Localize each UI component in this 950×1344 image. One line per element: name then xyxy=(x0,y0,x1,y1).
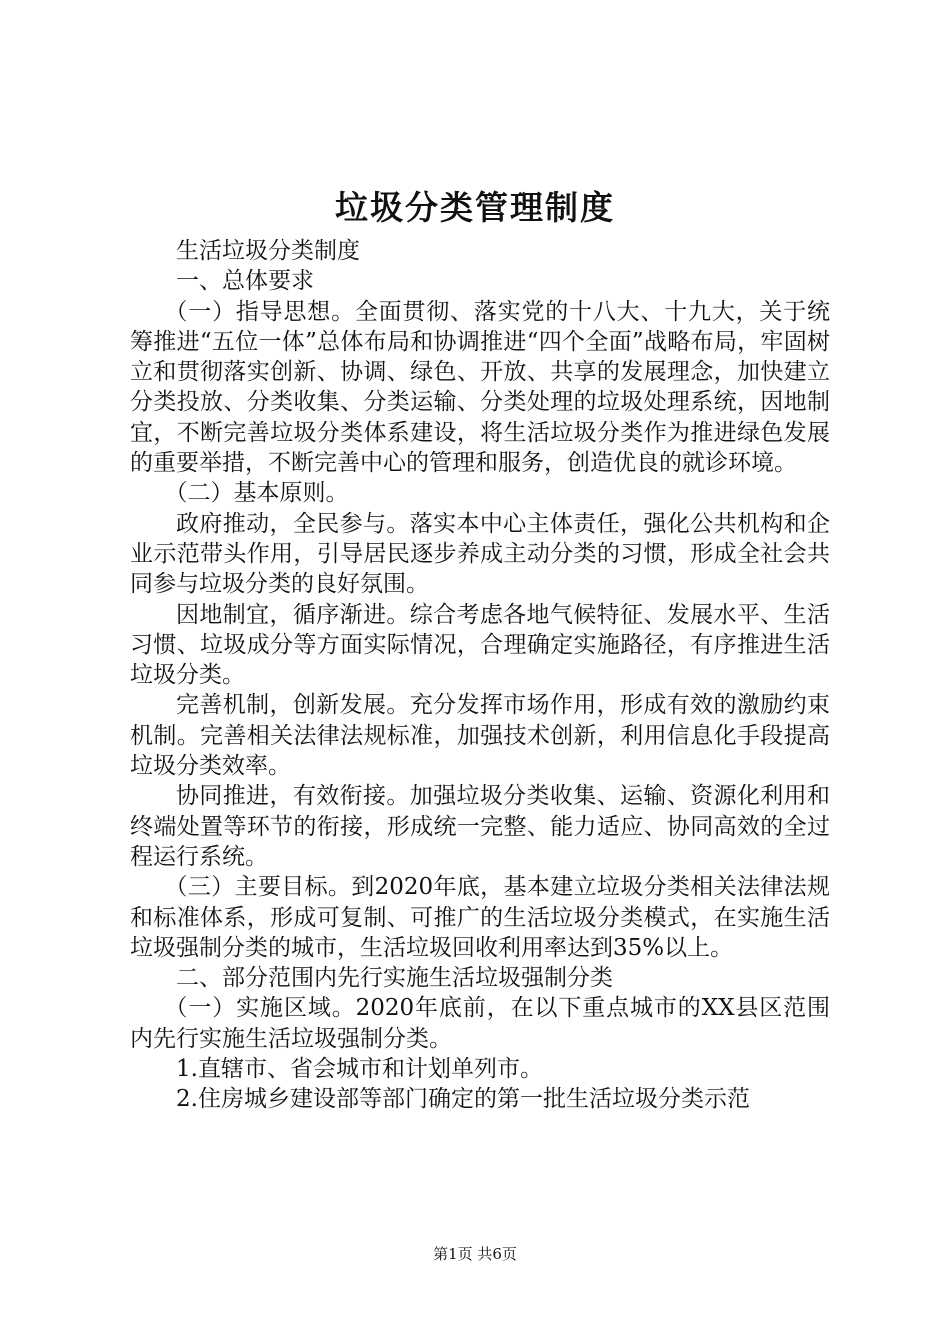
document-title: 垃圾分类管理制度 xyxy=(335,188,615,227)
document-body xyxy=(130,236,830,1115)
paragraph: （三）主要目标。到2020年底，基本建立垃圾分类相关法律法规和标准体系，形成可复制、可推广的生活垃圾分类模式，在实施生活垃圾强制分类的城市，生活垃圾回收利用率达到35%以上。 xyxy=(130,874,830,961)
paragraph: 协同推进，有效衔接。加强垃圾分类收集、运输、资源化利用和终端处置等环节的衔接，形成统一完整、能力适应、协同高效的全过程运行系统。 xyxy=(130,783,830,870)
page-footer: 第1页 共6页 xyxy=(433,1245,517,1263)
paragraph: 生活垃圾分类制度 xyxy=(176,238,360,264)
paragraph: 二、部分范围内先行实施生活垃圾强制分类 xyxy=(176,965,613,992)
paragraph: 完善机制，创新发展。充分发挥市场作用，形成有效的激励约束机制。完善相关法律法规标准，加强技术创新，利用信息化手段提高垃圾分类效率。 xyxy=(130,692,830,780)
paragraph: 政府推动，全民参与。落实本中心主体责任，强化公共机构和企业示范带头作用，引导居民逐步养成主动分类的习惯，形成全社会共同参与垃圾分类的良好氛围。 xyxy=(130,510,830,598)
paragraph: 因地制宜，循序渐进。综合考虑各地气候特征、发展水平、生活习惯、垃圾成分等方面实际情况，合理确定实施路径，有序推进生活垃圾分类。 xyxy=(130,601,830,689)
paragraph: 1.直辖市、省会城市和计划单列市。 xyxy=(176,1056,543,1083)
paragraph: （二）基本原则。 xyxy=(164,480,349,507)
paragraph: 一、总体要求 xyxy=(176,268,314,295)
paragraph: （一）指导思想。全面贯彻、落实党的十八大、十九大，关于统筹推进“五位一体”总体布局和协调推进“四个全面”战略布局，牢固树立和贯彻落实创新、协调、绿色、开放、共享的发展理念，加快建立分类投放、分类收集、分类运输、分类处理的垃圾处理系统，因地制宜，不断完善垃圾分类体系建设，将生活垃圾分类作为推进绿色发展的重要举措，不断完善中心的管理和服务，创造优良的就诊环境。 xyxy=(130,298,830,477)
paragraph: 2.住房城乡建设部等部门确定的第一批生活垃圾分类示范 xyxy=(176,1086,750,1113)
paragraph: （一）实施区域。2020年底前，在以下重点城市的XX县区范围内先行实施生活垃圾强制分类。 xyxy=(130,995,830,1052)
